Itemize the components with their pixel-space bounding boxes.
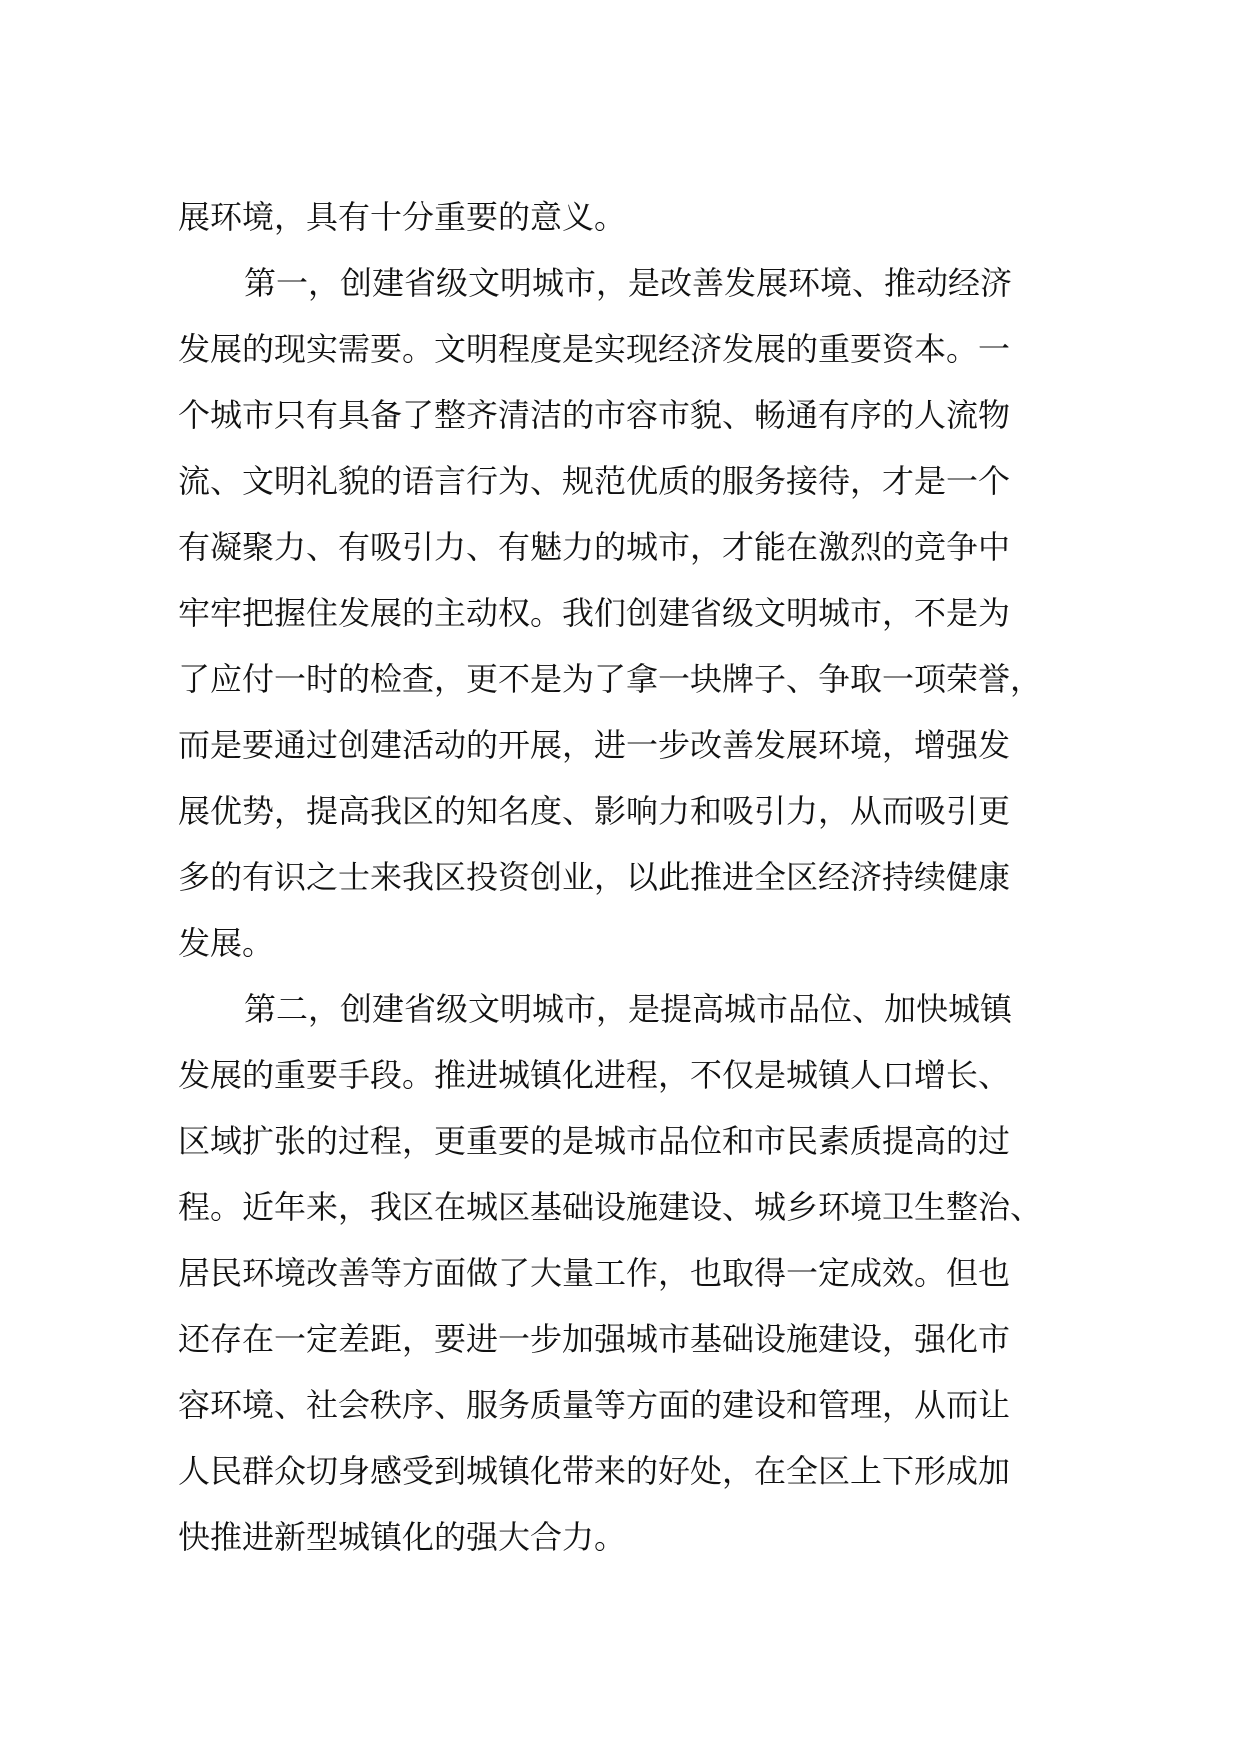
text-line: 牢牢把握住发展的主动权。我们创建省级文明城市，不是为 [178,594,1011,632]
text-line: 了应付一时的检查，更不是为了拿一块牌子、争取一项荣誉， [178,660,1043,698]
text-line: 程。近年来，我区在城区基础设施建设、城乡环境卫生整治、 [178,1188,1043,1226]
text-line: 展环境，具有十分重要的意义。 [178,198,627,236]
text-line: 居民环境改善等方面做了大量工作，也取得一定成效。但也 [178,1254,1011,1292]
text-line: 而是要通过创建活动的开展，进一步改善发展环境，增强发 [178,726,1011,764]
text-line: 快推进新型城镇化的强大合力。 [178,1518,627,1556]
text-line: 区域扩张的过程，更重要的是城市品位和市民素质提高的过 [178,1122,1011,1160]
text-line: 人民群众切身感受到城镇化带来的好处，在全区上下形成加 [178,1452,1011,1490]
text-line: 还存在一定差距，要进一步加强城市基础设施建设，强化市 [178,1320,1011,1358]
text-line: 发展的现实需要。文明程度是实现经济发展的重要资本。一 [178,330,1011,368]
text-line: 流、文明礼貌的语言行为、规范优质的服务接待，才是一个 [178,462,1011,500]
text-line: 多的有识之士来我区投资创业，以此推进全区经济持续健康 [178,858,1011,896]
text-line: 展优势，提高我区的知名度、影响力和吸引力，从而吸引更 [178,792,1011,830]
paragraph-start-line: 第一，创建省级文明城市，是改善发展环境、推动经济 [244,264,1013,302]
text-line: 个城市只有具备了整齐清洁的市容市貌、畅通有序的人流物 [178,396,1011,434]
text-line: 容环境、社会秩序、服务质量等方面的建设和管理，从而让 [178,1386,1011,1424]
text-line: 发展的重要手段。推进城镇化进程，不仅是城镇人口增长、 [178,1056,1011,1094]
body-text [178,184,1078,1570]
text-line: 发展。 [178,924,275,962]
paragraph-start-line: 第二，创建省级文明城市，是提高城市品位、加快城镇 [244,990,1013,1028]
text-line: 有凝聚力、有吸引力、有魅力的城市，才能在激烈的竞争中 [178,528,1011,566]
